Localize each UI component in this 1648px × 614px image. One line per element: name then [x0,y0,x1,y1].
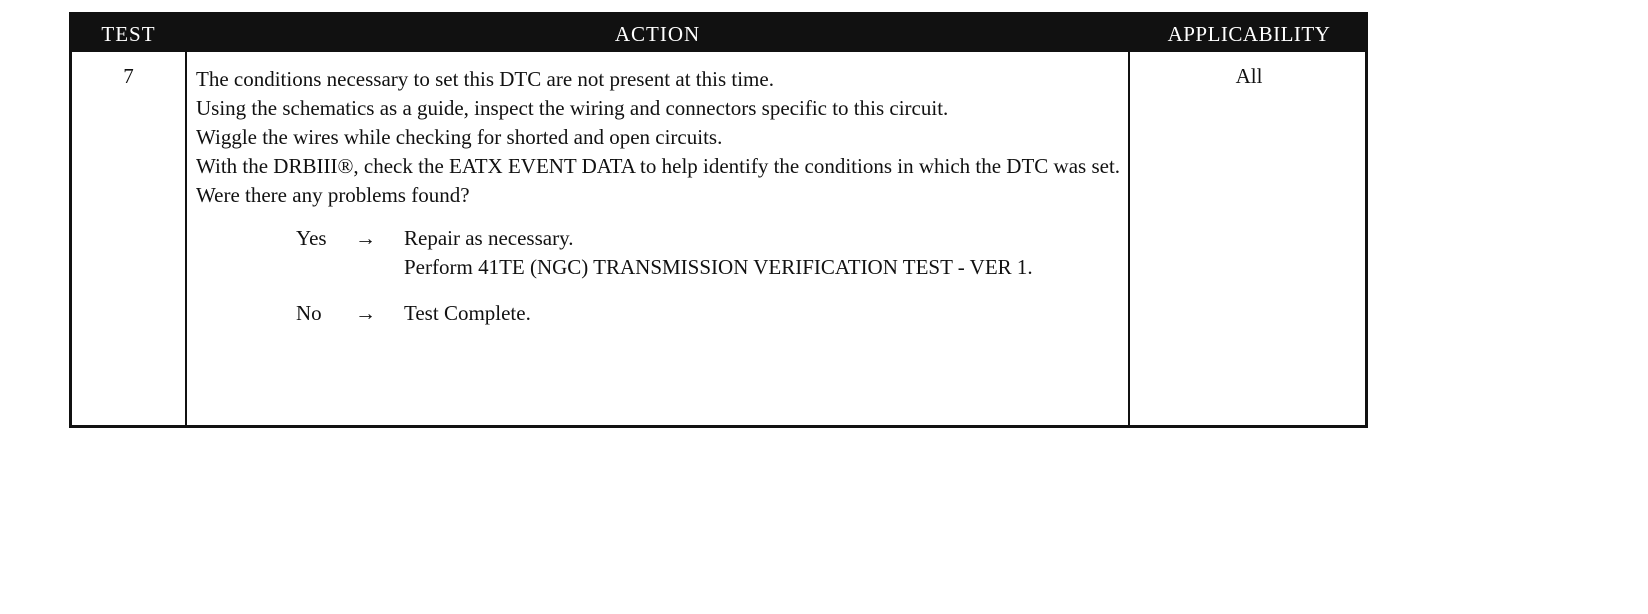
diagnostic-test-table [69,12,1368,428]
action-question: Were there any problems found? [196,183,470,207]
outcome-yes [296,224,1126,282]
outcome-no-result [404,299,1124,328]
outcome-no [296,299,1126,328]
test-number: 7 [123,64,134,88]
column-divider [185,52,187,425]
outcome-no-result-line: Test Complete. [404,301,531,325]
action-line: Wiggle the wires while checking for shorted and open circuits. [196,125,723,149]
right-arrow-icon: → [355,226,376,250]
header-action: ACTION [614,22,701,46]
outcome-yes-label: Yes [296,226,327,250]
table-header-row [72,15,1365,52]
action-line: Using the schematics as a guide, inspect the wiring and connectors specific to this circuit. [196,96,949,120]
action-line: With the DRBIII®, check the EATX EVENT DATA to help identify the conditions in which the DTC was set. [196,154,1121,178]
outcome-yes-result-line: Perform 41TE (NGC) TRANSMISSION VERIFICATION TEST - VER 1. [404,255,1033,279]
outcome-yes-result [404,224,1124,282]
applicability-value: All [1235,64,1263,88]
outcome-yes-result-line: Repair as necessary. [404,226,574,250]
outcome-no-label: No [296,301,322,325]
action-line: The conditions necessary to set this DTC are not present at this time. [196,67,774,91]
header-applicability: APPLICABILITY [1167,22,1331,46]
column-divider [1128,52,1130,425]
action-cell [196,65,1126,328]
header-test: TEST [101,22,156,46]
right-arrow-icon: → [355,301,376,325]
